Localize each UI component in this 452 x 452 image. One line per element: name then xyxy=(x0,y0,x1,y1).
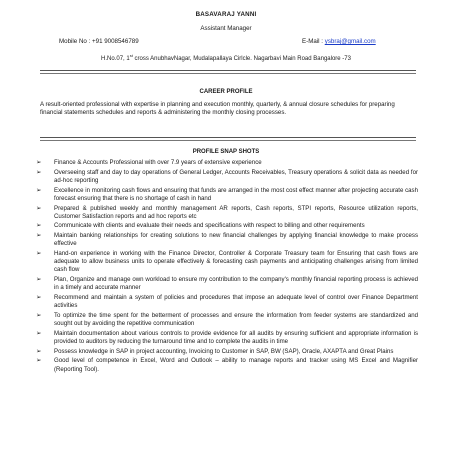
snapshot-item-text: Finance & Accounts Professional with over 7.9 years of extensive experience xyxy=(54,159,262,166)
snapshot-item-text: Recommend and maintain a system of policies and procedures that impose an adequate level of control over Finance Department activities xyxy=(54,294,418,310)
job-title: Assistant Manager xyxy=(200,25,252,32)
snapshot-item xyxy=(36,276,418,292)
address-start: H.No.07, 1 xyxy=(101,56,130,62)
snapshot-item-text: Communicate with clients and evaluate their needs and specifications with respect to billing and other requirements xyxy=(54,222,365,230)
snapshot-item xyxy=(36,232,418,248)
snapshot-item-text: Prepared & published weekly and monthly management AR reports, Cash reports, STPI reports, Resource utilization reports, Customer Satisfaction reports and ad hoc reports etc xyxy=(54,204,418,220)
snapshot-item-text: Possess knowledge in SAP in project accounting, Invoicing to Customer in SAP, BW (SAP), Oracle, AXAPTA and Great Plains xyxy=(54,347,394,355)
divider-mid-2 xyxy=(40,140,416,141)
snapshots-list xyxy=(36,159,418,375)
email-label: E-Mail : xyxy=(302,38,323,45)
snapshot-item-text: Good level of competence in Excel, Word and Outlook – ability to manage reports and tracker using MS Excel and Magnifier (Reporting Tool). xyxy=(54,357,418,373)
snapshot-item xyxy=(36,205,418,221)
snapshot-item-text: Excellence in monitoring cash flows and ensuring that funds are arranged in the most cost effect manner after projecting accurate cash forecast ensuring that there is no shortage of cash in hand xyxy=(54,186,418,202)
snapshot-item-text: Hand-on experience in working with the Finance Director, Controller & Corporate Treasury team for Ensuring that cash flows are adequate to allow business units to operate effectively & forecasting cash payments and anticipating challenges arising from limited cash flow xyxy=(54,250,418,274)
bullet-arrow-icon: ➢ xyxy=(36,294,42,302)
email-link[interactable]: ysbraj@gmail.com xyxy=(324,38,376,45)
career-profile-text: A result-oriented professional with expertise in planning and execution monthly, quarterly, & annual closure schedules for preparing financial statements schedules and reports & administering the monthly closing processes. xyxy=(40,101,395,117)
snapshot-item-text: Plan, Organize and manage own workload to ensure my contribution to the company's monthly financial reporting process is achieved in a timely and accurate manner xyxy=(54,276,418,292)
snapshot-item xyxy=(36,294,418,310)
candidate-name: BASAVARAJ YANNI xyxy=(195,11,257,18)
bullet-arrow-icon: ➢ xyxy=(36,168,42,176)
snapshot-item-text: To optimize the time spent for the betterment of processes and ensure the information from feeder systems are standardized and sought out by avoiding the repetitive communication xyxy=(54,311,418,328)
bullet-arrow-icon: ➢ xyxy=(36,329,42,337)
divider-top-2 xyxy=(40,73,416,74)
snapshot-item xyxy=(36,348,418,356)
address-line xyxy=(0,53,452,62)
bullet-arrow-icon: ➢ xyxy=(36,250,42,258)
divider-top-1 xyxy=(40,70,416,71)
bullet-arrow-icon: ➢ xyxy=(36,232,42,240)
bullet-arrow-icon: ➢ xyxy=(36,159,42,166)
bullet-arrow-icon: ➢ xyxy=(36,186,42,194)
snapshot-item xyxy=(36,330,418,346)
bullet-arrow-icon: ➢ xyxy=(36,276,42,284)
snapshot-item xyxy=(36,169,418,185)
bullet-arrow-icon: ➢ xyxy=(36,347,42,355)
bullet-arrow-icon: ➢ xyxy=(36,311,42,319)
bullet-arrow-icon: ➢ xyxy=(36,222,42,230)
address-rest: cross AnubhavNagar, Mudalapallaya Cirlcle. Nagarbavi Main Road Bangalore -73 xyxy=(132,56,351,62)
snapshot-item-text: Overseeing staff and day to day operations of General Ledger, Accounts Receivables, Treasury operations & solicit data as needed for ad-hoc reporting xyxy=(54,168,418,184)
snapshot-item xyxy=(36,250,418,275)
mobile-number: Mobile No : +91 9008546789 xyxy=(59,38,139,45)
email-line xyxy=(302,38,376,45)
snapshot-item xyxy=(36,159,418,167)
career-profile-heading: CAREER PROFILE xyxy=(199,89,253,95)
snapshot-item-text: Maintain banking relationships for creating solutions to new financial challenges by applying financial knowledge to make process effective xyxy=(54,232,418,248)
snapshots-heading: PROFILE SNAP SHOTS xyxy=(192,149,260,155)
snapshot-item xyxy=(36,357,418,373)
address-superscript: st xyxy=(129,53,133,58)
snapshot-item xyxy=(36,312,418,328)
snapshot-item-text: Maintain documentation about various controls to provide evidence for all audits by ensuring sufficient and appropriate information is provided to auditors by reducing the turnaround time and to complete the audits in time xyxy=(54,329,418,346)
bullet-arrow-icon: ➢ xyxy=(36,204,42,212)
snapshot-item xyxy=(36,187,418,203)
snapshot-item xyxy=(36,222,418,230)
divider-mid-1 xyxy=(40,137,416,138)
bullet-arrow-icon: ➢ xyxy=(36,357,42,365)
